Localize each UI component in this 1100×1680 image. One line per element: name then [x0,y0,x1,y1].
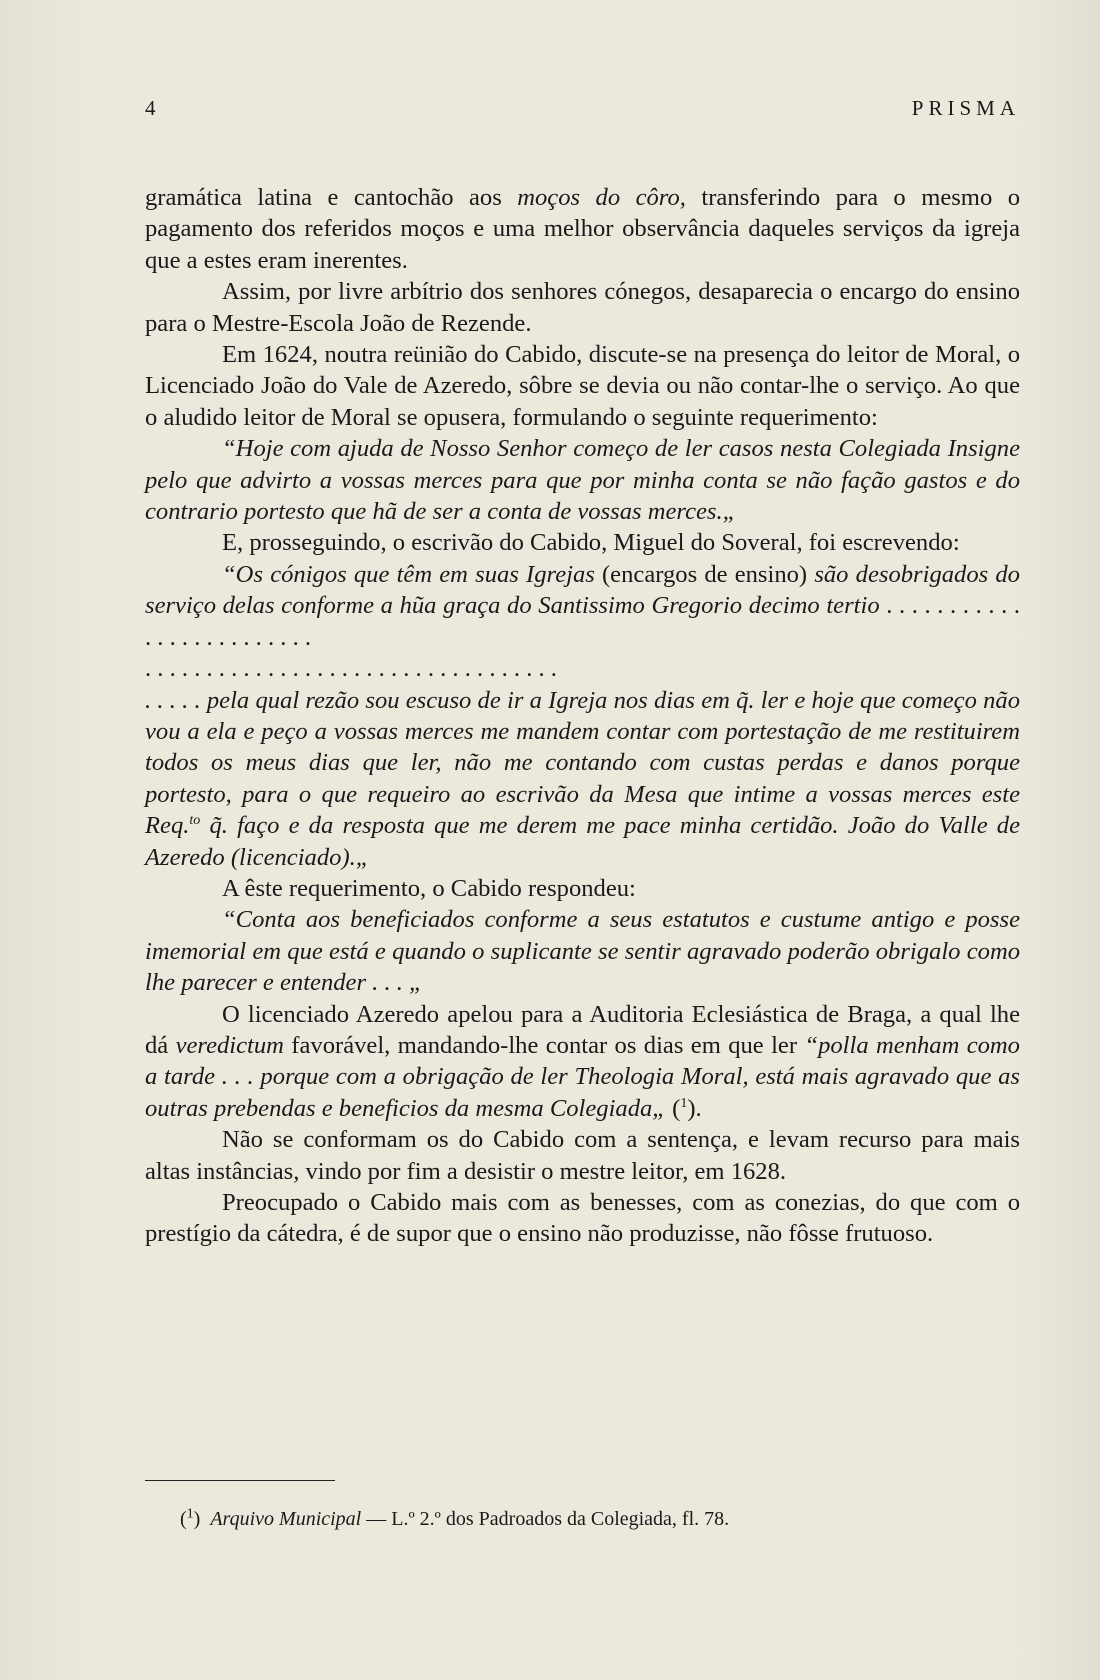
p1-italic: moços do côro, [517,184,686,211]
quote-continuation [145,685,1020,873]
paragraph-8: A êste requerimento, o Cabido respondeu: [222,874,636,902]
quote-cabido [145,904,1020,998]
footnote-rule [145,1480,335,1481]
quote-conigos-dots: . . . . . . . . . . . . . . . . . . . . . . . . . [145,592,1021,651]
page-header [145,96,1020,126]
footnote [180,1506,1020,1532]
quote-conigos-c: são desobrigados do serviço delas conforme a hũa graça do Santissimo Gregorio decimo tertio [145,560,1020,620]
p10-text-a: O licenciado Azeredo apelou para a Auditoria Eclesiástica de Braga, a qual lhe dá [145,1000,1020,1059]
body-text [145,182,1020,1250]
paragraph-2: Assim, por livre arbítrio dos senhores cónegos, desaparecia o encargo do ensino para o Mestre-Escola João de Rezende. [145,278,1020,337]
quote-conigos [145,559,1020,653]
p10-veredictum: veredictum [175,1031,284,1059]
paragraph-10 [145,999,1020,1125]
footnote-number: 1 [186,1506,194,1522]
quote-continuation-a: . . . . . pela qual rezão sou escuso de ir a Igreja nos dias em q̃. ler e hoje que começo não vou a ela e peço a vossas merces me mandem contar com portestação de me restituirem todos os meus dias que ler, não me contando com custas perdas e danos porque portesto, para o que requeiro ao escrivão da Mesa que intime a vossas merces este Req. [145,686,1020,840]
quote-requerimento [145,433,1020,527]
paragraph-3: Em 1624, noutra reünião do Cabido, discute-se na presença do leitor de Moral, o Licenciado João do Vale de Azeredo, sôbre se devia ou não contar-lhe o serviço. Ao que o aludido leitor de Moral se opusera, formulando o seguinte requerimento: [145,341,1020,431]
ellipsis-line: . . . . . . . . . . . . . . . . . . . . . . . . . . . . . . . . . . [145,655,557,683]
quote-cabido-text: “Conta aos beneficiados conforme a seus estatutos e custume antigo e posse imemorial em que está e quando o suplicante se sentir agravado poderão obrigalo como lhe parecer e entender . . . „ [145,906,1020,997]
footnote-rest: — L.º 2.º dos Padroados da Colegiada, fl. 78. [361,1508,730,1530]
p10-text-c: favorável, mandando-lhe contar os dias em que ler [283,1031,805,1059]
paragraph-5: E, prosseguindo, o escrivão do Cabido, Miguel do Soveral, foi escrevendo: [222,529,960,557]
p10-paren-open: ( [665,1094,681,1122]
quote-conigos-aside: (encargos de ensino) [594,560,815,588]
p1-text-c: transferindo para o mesmo o pagamento dos referidos moços e uma melhor observância daqueles serviços da igreja que a estes eram inerentes. [145,184,1020,274]
p10-paren-close: ). [687,1094,702,1122]
paragraph-11: Não se conformam os do Cabido com a sentença, e levam recurso para mais altas instâncias, vindo por fim a desistir o mestre leitor, em 1628. [145,1126,1020,1185]
quote-continuation-b: q̃. faço e da resposta que me derem me pace minha certidão. João do Valle de Azeredo (licenciado).„ [145,812,1020,871]
page-number: 4 [145,96,156,120]
quote-requerimento-text: “Hoje com ajuda de Nosso Senhor começo de ler casos nesta Colegiada Insigne pelo que advirto a vossas merces para que por minha conta se não fação gastos e do contrario portesto que hã de ser a conta de vossas merces.„ [145,435,1020,526]
paragraph-1 [145,182,1020,276]
p10-quote: “polla menham como a tarde . . . porque com a obrigação de ler Theologia Moral, está mais agravado que as outras prebendas e beneficios da mesma Colegiada„ [145,1031,1020,1122]
footnote-source: Arquivo Municipal [210,1508,362,1530]
footnote-mark-open: ( [180,1508,187,1530]
quote-conigos-a: “Os cónigos que têm em suas Igrejas [222,560,595,588]
footnote-mark-close: ) [193,1508,201,1530]
quote-continuation-sup: to [189,812,201,828]
running-head: PRISMA [911,96,1020,120]
p1-text-a: gramática latina e cantochão aos [145,184,518,211]
footnote-ref: 1 [680,1095,688,1111]
paragraph-12: Preocupado o Cabido mais com as benesses, com as conezias, do que com o prestígio da cátedra, é de supor que o ensino não produzisse, não fôsse frutuoso. [145,1189,1020,1248]
